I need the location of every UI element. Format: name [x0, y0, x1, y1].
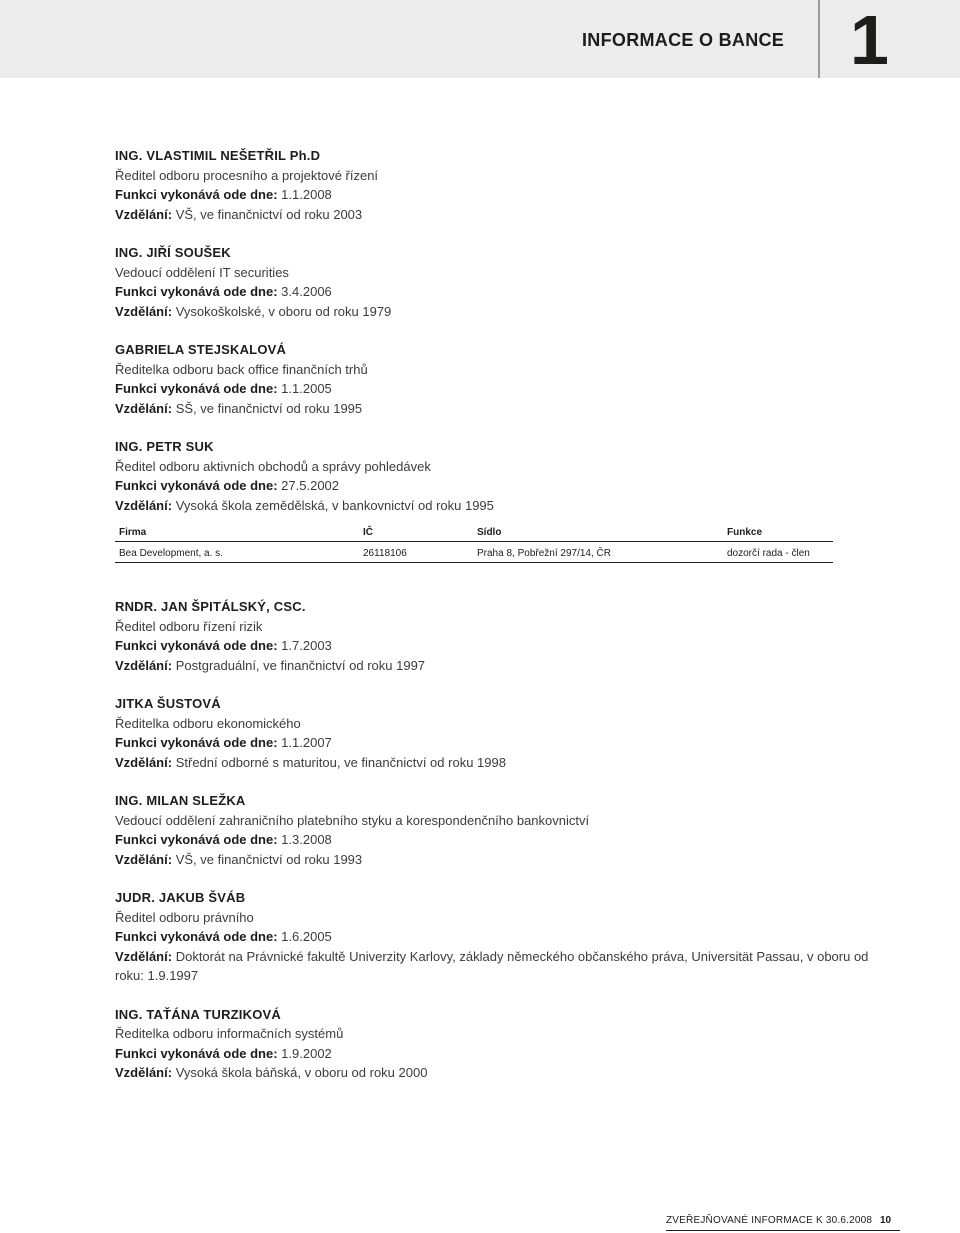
education-value: Vysoká škola báňská, v oboru od roku 2000 [175, 1065, 428, 1080]
person-stejskalova [115, 340, 875, 418]
cell-funkce: dozorčí rada - člen [723, 542, 833, 563]
since-value: 1.6.2005 [281, 929, 332, 944]
since-label: Funkci vykonává ode dne: [115, 478, 278, 493]
since-value: 27.5.2002 [281, 478, 340, 493]
person-svab [115, 888, 875, 986]
person-since [115, 282, 875, 302]
person-role: Ředitelka odboru ekonomického [115, 715, 301, 731]
person-name: ING. MILAN SLEŽKA [115, 793, 246, 808]
board-membership-table [115, 525, 833, 563]
person-spitalsky [115, 597, 875, 675]
person-role: Ředitelka odboru back office finančních trhů [115, 361, 368, 377]
education-value: Střední odborné s maturitou, ve finančnictví od roku 1998 [175, 754, 506, 770]
person-since [115, 927, 875, 947]
person-education [115, 850, 875, 870]
footer-text: ZVEŘEJŇOVANÉ INFORMACE K 30.6.2008 [666, 1215, 873, 1226]
education-value: Vysokoškolské, v oboru od roku 1979 [175, 303, 392, 319]
person-education [115, 753, 875, 773]
person-role: Vedoucí oddělení IT securities [115, 264, 289, 280]
since-label: Funkci vykonává ode dne: [115, 1045, 278, 1061]
person-since [115, 185, 875, 205]
person-since [115, 830, 875, 850]
person-slezka [115, 791, 875, 869]
person-education [115, 302, 875, 322]
education-label: Vzdělání: [115, 657, 173, 673]
since-label: Funkci vykonává ode dne: [115, 735, 278, 750]
column-header-ic: IČ [359, 525, 473, 542]
since-value: 1.1.2005 [281, 381, 332, 396]
header-divider [818, 0, 820, 78]
education-value: Doktorát na Právnické fakultě Univerzity Karlovy, základy německého občanského práva, Universität Passau, v oboru od roku: 1.9.1997 [115, 948, 869, 983]
person-education [115, 205, 875, 225]
education-value: VŠ, ve finančnictví od roku 1993 [175, 851, 363, 867]
person-name: ING. TAŤÁNA TURZIKOVÁ [115, 1006, 281, 1022]
person-role: Ředitelka odboru informačních systémů [115, 1026, 344, 1041]
person-name: JUDR. JAKUB ŠVÁB [115, 890, 246, 905]
person-role: Ředitel odboru právního [115, 909, 254, 925]
since-value: 1.3.2008 [281, 832, 332, 847]
person-since [115, 636, 875, 656]
person-education [115, 496, 875, 516]
person-since [115, 476, 875, 496]
person-name: GABRIELA STEJSKALOVÁ [115, 342, 287, 357]
since-value: 1.9.2002 [281, 1045, 332, 1061]
person-since [115, 1044, 875, 1064]
page-number: 10 [880, 1215, 892, 1226]
person-role: Ředitel odboru aktivních obchodů a správy pohledávek [115, 458, 431, 474]
person-nesetril [115, 146, 875, 224]
cell-ic: 26118106 [359, 542, 473, 563]
person-name: ING. PETR SUK [115, 439, 214, 454]
education-label: Vzdělání: [115, 754, 173, 770]
person-sousek [115, 243, 875, 321]
person-name: ING. VLASTIMIL NEŠETŘIL Ph.D [115, 148, 321, 163]
person-suk [115, 437, 875, 563]
person-sustova [115, 694, 875, 772]
chapter-number: 1 [850, 1, 889, 79]
header-band [0, 0, 960, 78]
column-header-funkce: Funkce [723, 525, 833, 542]
since-label: Funkci vykonává ode dne: [115, 284, 278, 299]
education-label: Vzdělání: [115, 851, 173, 867]
since-label: Funkci vykonává ode dne: [115, 929, 278, 944]
since-label: Funkci vykonává ode dne: [115, 638, 278, 653]
person-name: JITKA ŠUSTOVÁ [115, 696, 221, 711]
person-since [115, 379, 875, 399]
cell-firma: Bea Development, a. s. [115, 542, 359, 563]
person-role: Ředitel odboru procesního a projektové řízení [115, 167, 379, 183]
education-label: Vzdělání: [115, 1065, 173, 1080]
education-value: Vysoká škola zemědělská, v bankovnictví od roku 1995 [175, 497, 494, 513]
cell-sidlo: Praha 8, Pobřežní 297/14, ČR [473, 542, 723, 563]
footer-rule [666, 1230, 900, 1231]
since-value: 1.1.2007 [281, 735, 332, 750]
management-list [115, 146, 875, 1102]
education-value: Postgraduální, ve finančnictví od roku 1997 [175, 657, 426, 673]
since-value: 3.4.2006 [281, 284, 332, 299]
person-turzikova [115, 1005, 875, 1083]
education-label: Vzdělání: [115, 206, 173, 222]
column-header-sidlo: Sídlo [473, 525, 723, 542]
education-label: Vzdělání: [115, 400, 173, 416]
person-role: Ředitel odboru řízení rizik [115, 618, 263, 634]
page-title: INFORMACE O BANCE [582, 30, 785, 50]
education-label: Vzdělání: [115, 948, 173, 964]
education-label: Vzdělání: [115, 497, 173, 513]
person-role: Vedoucí oddělení zahraničního platebního styku a korespondenčního bankovnictví [115, 812, 590, 828]
person-education [115, 1063, 875, 1083]
since-value: 1.1.2008 [281, 187, 332, 202]
person-since [115, 733, 875, 753]
person-education [115, 947, 875, 986]
person-name: ING. JIŘÍ SOUŠEK [115, 245, 231, 260]
table-row [115, 542, 833, 563]
person-education [115, 656, 875, 676]
since-label: Funkci vykonává ode dne: [115, 832, 278, 847]
column-header-firma: Firma [115, 525, 359, 542]
since-label: Funkci vykonává ode dne: [115, 187, 278, 202]
person-education [115, 399, 875, 419]
table-header-row [115, 525, 833, 542]
person-name: RNDR. JAN ŠPITÁLSKÝ, CSC. [115, 599, 306, 614]
education-value: SŠ, ve finančnictví od roku 1995 [175, 400, 363, 416]
since-label: Funkci vykonává ode dne: [115, 381, 278, 396]
education-label: Vzdělání: [115, 303, 173, 319]
since-value: 1.7.2003 [281, 638, 332, 653]
education-value: VŠ, ve finančnictví od roku 2003 [175, 206, 363, 222]
